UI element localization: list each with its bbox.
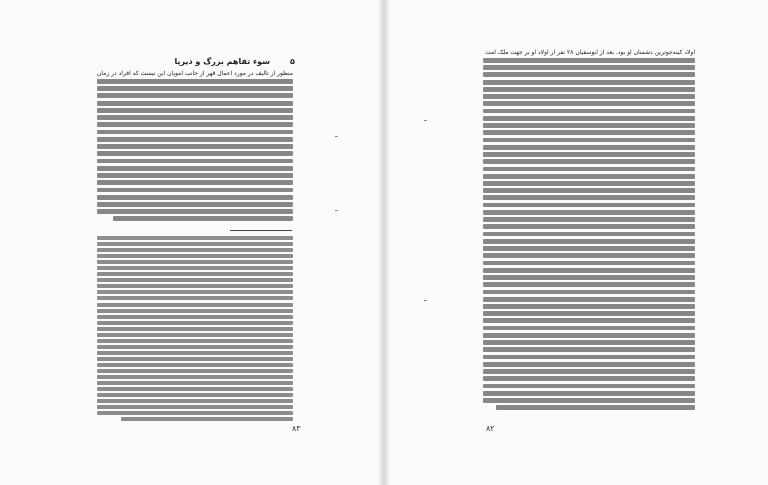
left-footnotes <box>97 236 293 423</box>
margin-mark <box>424 120 427 121</box>
right-page <box>384 0 768 485</box>
right-page-number: ۸۲ <box>486 424 495 433</box>
chapter-title: سوء تفاهم بزرگ و دیرپا <box>174 57 270 66</box>
right-first-line: اولاد کینه‌جو‌ترین دشمنان او بود. بعد از ابوسفیان ۲۸ نفر از اولاد او بر جهت ملک امت <box>485 49 695 56</box>
margin-mark <box>335 136 338 137</box>
footnote-separator <box>230 230 292 231</box>
left-body-text <box>97 79 293 224</box>
margin-mark <box>335 210 338 211</box>
left-page-number: ۸۳ <box>292 424 301 433</box>
chapter-number: ۵ <box>290 57 295 66</box>
opening-line: منظور از تألیف در مورد اعمال قهر از جانب امویان این نیست که افراد در زمان <box>97 70 293 77</box>
margin-mark <box>424 300 427 301</box>
right-body-text <box>483 58 695 412</box>
book-gutter <box>378 0 390 485</box>
